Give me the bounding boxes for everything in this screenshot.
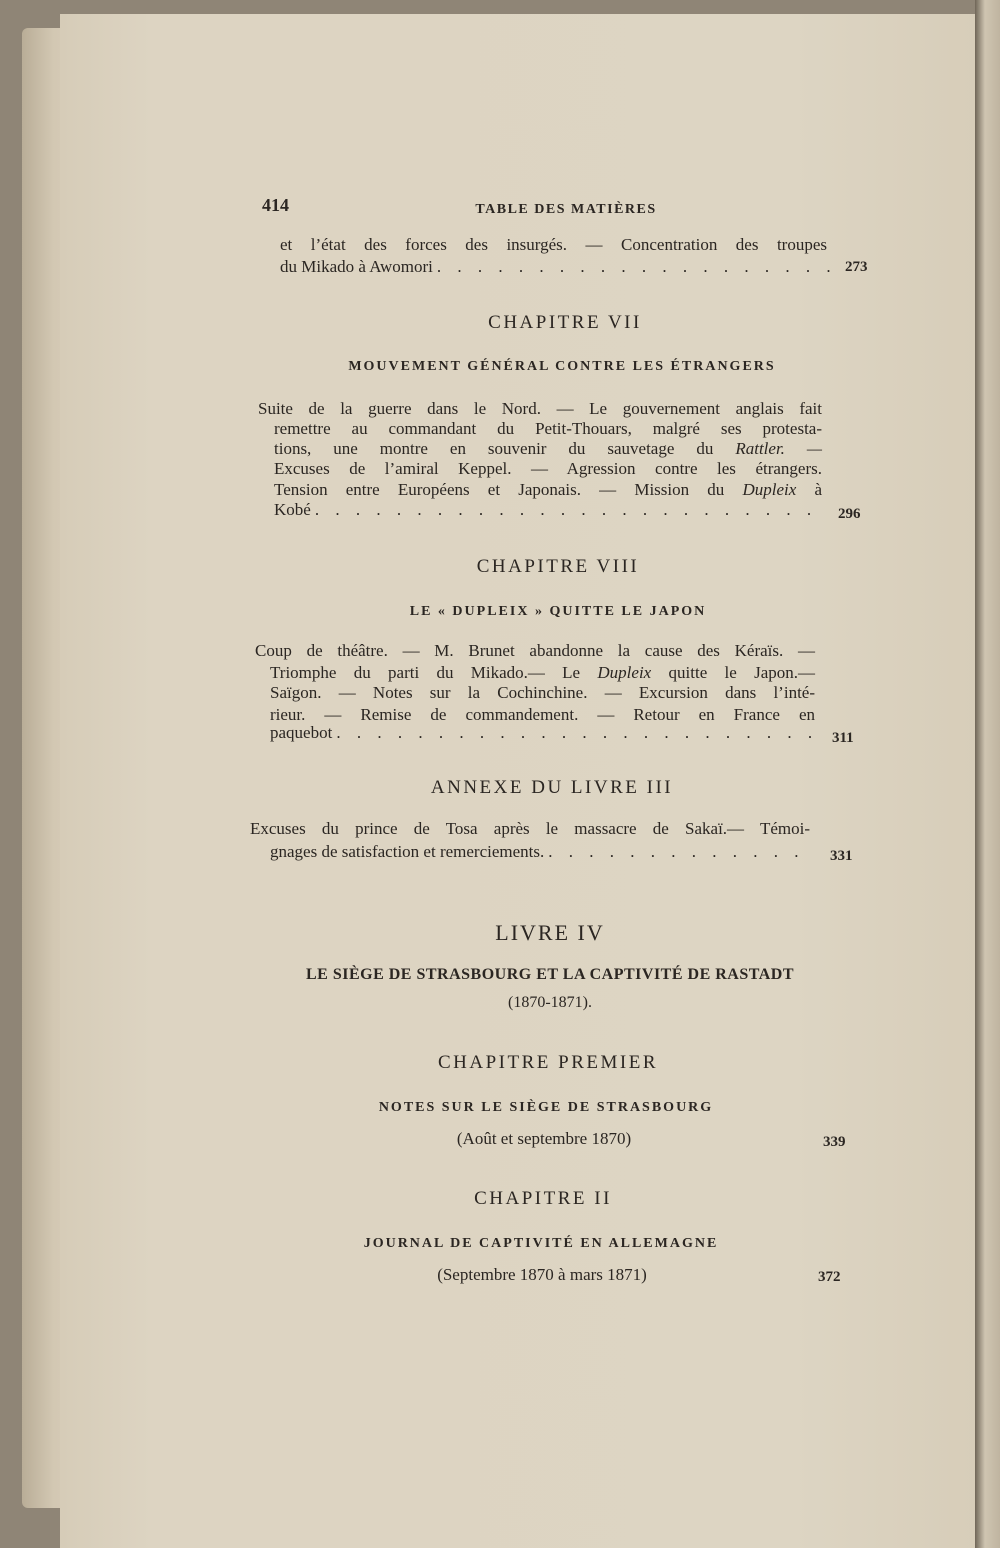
toc-line: Excuses du prince de Tosa après le massacre de Sakaï.— Témoi- bbox=[250, 819, 810, 838]
toc-line: Excuses de l’amiral Keppel. — Agression contre les étrangers. bbox=[274, 459, 822, 478]
toc-line: Suite de la guerre dans le Nord. — Le gouvernement anglais fait bbox=[258, 399, 822, 418]
toc-line-leader bbox=[270, 723, 815, 743]
toc-line bbox=[274, 439, 822, 459]
chapter-dates: (Septembre 1870 à mars 1871) bbox=[437, 1265, 647, 1284]
toc-line: Coup de théâtre. — M. Brunet abandonne la cause des Kéraïs. — bbox=[255, 641, 815, 660]
chapter-heading: CHAPITRE PREMIER bbox=[438, 1052, 658, 1073]
page-ref: 296 bbox=[838, 506, 861, 522]
page-ref: 331 bbox=[830, 848, 853, 864]
toc-line: du Mikado à Awomori bbox=[280, 257, 433, 276]
book-dates: (1870-1871). bbox=[508, 994, 592, 1011]
ship-name: Rattler. — bbox=[735, 439, 823, 458]
toc-text: quitte le Japon.— bbox=[668, 663, 816, 682]
book-title: LE SIÈGE DE STRASBOURG ET LA CAPTIVITÉ DE RASTADT bbox=[305, 966, 795, 983]
toc-line-leader bbox=[274, 500, 822, 520]
book-spine-edge bbox=[975, 0, 1000, 1548]
page-ref: 372 bbox=[818, 1269, 841, 1285]
chapter-heading: CHAPITRE II bbox=[474, 1188, 612, 1209]
toc-line: Kobé bbox=[274, 500, 311, 519]
chapter-subtitle: JOURNAL DE CAPTIVITÉ EN ALLEMAGNE bbox=[363, 1236, 719, 1251]
toc-line bbox=[270, 663, 815, 683]
toc-line bbox=[274, 480, 822, 500]
toc-text: Triomphe du parti du Mikado.— Le bbox=[270, 663, 581, 682]
running-header: TABLE DES MATIÈRES bbox=[475, 202, 657, 217]
chapter-heading: CHAPITRE VII bbox=[488, 312, 642, 333]
chapter-subtitle: MOUVEMENT GÉNÉRAL CONTRE LES ÉTRANGERS bbox=[348, 359, 776, 374]
chapter-dates: (Août et septembre 1870) bbox=[456, 1129, 632, 1148]
page-ref: 311 bbox=[832, 730, 854, 746]
chapter-subtitle: NOTES SUR LE SIÈGE DE STRASBOURG bbox=[378, 1100, 714, 1115]
annex-heading: ANNEXE DU LIVRE III bbox=[430, 777, 674, 798]
chapter-subtitle: LE « DUPLEIX » QUITTE LE JAPON bbox=[409, 604, 707, 619]
toc-text: à bbox=[814, 480, 823, 499]
chapter-heading: CHAPITRE VIII bbox=[476, 556, 640, 577]
page-number: 414 bbox=[262, 195, 289, 215]
page-ref: 273 bbox=[845, 259, 868, 275]
toc-line: paquebot bbox=[270, 723, 333, 742]
toc-line: et l’état des forces des insurgés. — Concentration des troupes bbox=[280, 235, 827, 254]
toc-line: Saïgon. — Notes sur la Cochinchine. — Excursion dans l’inté- bbox=[270, 683, 815, 702]
toc-line-leader bbox=[270, 842, 810, 862]
toc-text: Tension entre Européens et Japonais. — Mission du bbox=[274, 480, 725, 499]
ship-name: Dupleix bbox=[597, 663, 652, 682]
book-heading: LIVRE IV bbox=[495, 920, 605, 945]
toc-text: tions, une montre en souvenir du sauvetage du bbox=[274, 439, 714, 458]
toc-line: rieur. — Remise de commandement. — Retour en France en bbox=[270, 705, 815, 724]
toc-line: gnages de satisfaction et remerciements. bbox=[270, 842, 545, 861]
toc-line: remettre au commandant du Petit-Thouars, malgré ses protesta- bbox=[274, 419, 822, 438]
ship-name: Dupleix bbox=[742, 480, 797, 499]
page-ref: 339 bbox=[823, 1134, 846, 1150]
toc-line-leader bbox=[280, 257, 840, 277]
